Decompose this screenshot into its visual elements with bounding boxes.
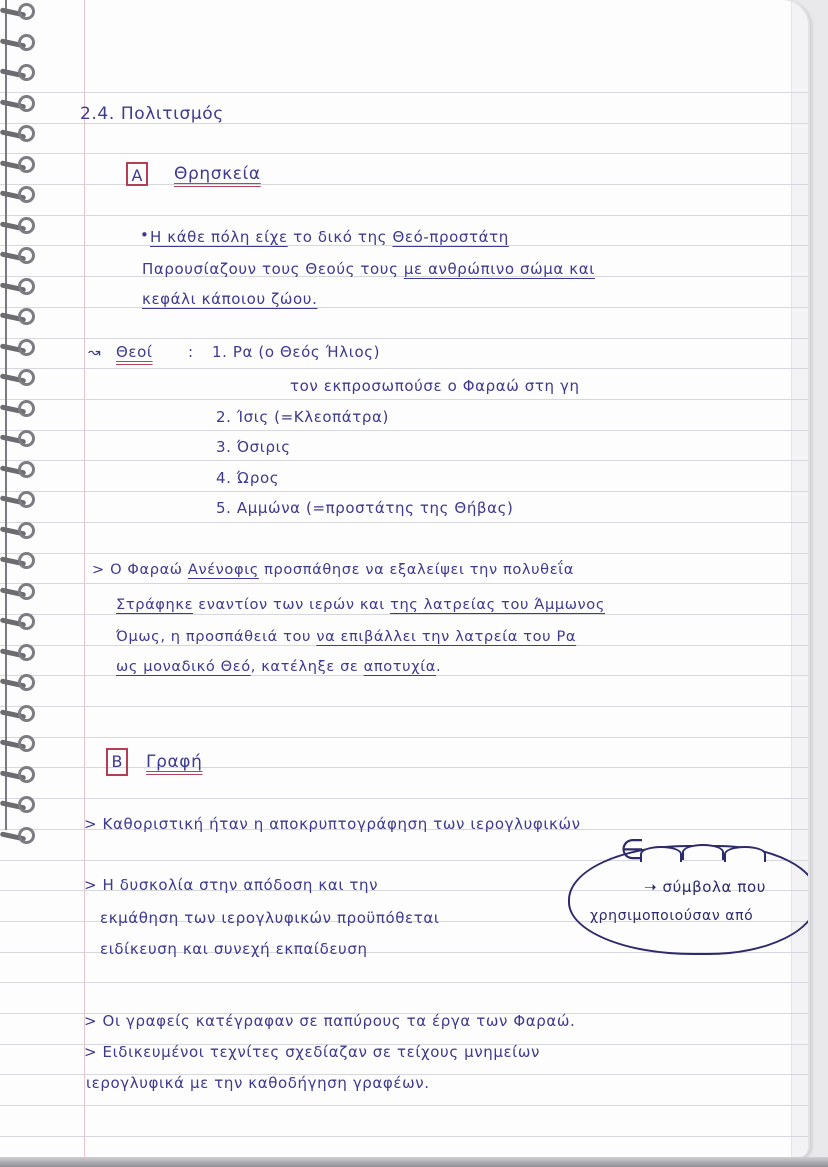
underlined-text: Ανένοφις bbox=[187, 561, 259, 578]
spiral-ring bbox=[0, 399, 38, 421]
spiral-ring bbox=[0, 338, 38, 360]
text-fragment: > bbox=[92, 561, 111, 578]
section-a-line-1 bbox=[150, 228, 509, 246]
ruled-line bbox=[0, 460, 808, 461]
section-number: 2.4. bbox=[80, 104, 115, 124]
ruled-line bbox=[0, 307, 808, 308]
spiral-ring bbox=[0, 551, 38, 573]
god-item-1-note: τον εκπροσωπούσε ο Φαραώ στη γη bbox=[290, 377, 580, 395]
underlined-text: Στράφηκε bbox=[116, 596, 194, 613]
underlined-text: Θεό-προστάτη bbox=[392, 228, 509, 246]
final-point-2-cont: ιερογλυφικά με την καθοδήγηση γραφέων. bbox=[86, 1074, 430, 1092]
ruled-line bbox=[0, 1105, 808, 1106]
spiral-ring bbox=[0, 795, 38, 817]
pharaoh-line-3 bbox=[116, 628, 576, 645]
spiral-ring bbox=[0, 185, 38, 207]
gods-label: Θεοί bbox=[116, 343, 153, 361]
ruled-line bbox=[0, 737, 808, 738]
section-b-box: B bbox=[106, 748, 128, 776]
ruled-line bbox=[0, 430, 808, 431]
ruled-line bbox=[0, 675, 808, 676]
ruled-line bbox=[0, 215, 808, 216]
ruled-line bbox=[0, 553, 808, 554]
pharaoh-line-4 bbox=[116, 658, 441, 675]
ruled-line bbox=[0, 184, 808, 185]
text-fragment: Ο Φαραώ bbox=[110, 561, 188, 578]
spiral-ring bbox=[0, 216, 38, 238]
cloud-note-line-1: ➝ σύμβολα που bbox=[644, 878, 767, 896]
writing-point-2-cont-2: ειδίκευση και συνεχή εκπαίδευση bbox=[100, 940, 368, 958]
spiral-ring bbox=[0, 33, 38, 55]
spiral-ring bbox=[0, 460, 38, 482]
spiral-ring bbox=[0, 2, 38, 24]
spiral-binding bbox=[0, 0, 44, 1158]
ruled-line bbox=[0, 982, 808, 983]
cloud-bump bbox=[640, 846, 682, 862]
god-item-3: 3. Όσιρις bbox=[216, 438, 291, 456]
ruled-line bbox=[0, 798, 808, 799]
section-heading bbox=[80, 104, 224, 124]
section-a-line-2 bbox=[142, 260, 595, 278]
god-item-1: 1. Ρα (ο Θεός Ήλιος) bbox=[212, 343, 381, 361]
spiral-ring bbox=[0, 582, 38, 604]
ruled-line bbox=[0, 614, 808, 615]
ruled-line bbox=[0, 399, 808, 400]
ruled-line bbox=[0, 491, 808, 492]
spiral-ring bbox=[0, 826, 38, 848]
spiral-ring bbox=[0, 429, 38, 451]
ruled-line bbox=[0, 368, 808, 369]
underlined-text: της λατρείας του Άμμωνος bbox=[390, 596, 605, 613]
spiral-ring bbox=[0, 612, 38, 634]
page-edge bbox=[791, 0, 808, 1158]
bullet-icon: • bbox=[140, 226, 150, 244]
text-fragment: Όμως, η προσπάθειά του bbox=[116, 628, 317, 645]
ruled-line bbox=[0, 583, 808, 584]
curly-arrow-icon: ∈ bbox=[620, 833, 645, 866]
spiral-ring bbox=[0, 765, 38, 787]
spiral-ring bbox=[0, 704, 38, 726]
ruled-line bbox=[0, 522, 808, 523]
underlined-text: με ανθρώπινο σώμα και bbox=[403, 260, 595, 278]
cloud-note-text-1: σύμβολα που bbox=[662, 878, 767, 896]
final-point-1: > Οι γραφείς κατέγραφαν σε παπύρους τα έργα των Φαραώ. bbox=[84, 1012, 576, 1030]
margin-line bbox=[84, 0, 85, 1158]
spiral-ring bbox=[0, 307, 38, 329]
spiral-ring bbox=[0, 490, 38, 512]
pharaoh-line-2 bbox=[116, 596, 605, 613]
underlined-text: αποτυχία bbox=[363, 658, 437, 675]
god-item-5: 5. Αμμώνα (=προστάτης της Θήβας) bbox=[216, 499, 514, 517]
section-a-title: Θρησκεία bbox=[174, 164, 261, 184]
ruled-line bbox=[0, 645, 808, 646]
section-a-box: A bbox=[126, 162, 148, 186]
spiral-ring bbox=[0, 63, 38, 85]
text-fragment: , κατέληξε σε bbox=[250, 658, 364, 675]
god-item-4: 4. Ώρος bbox=[216, 469, 280, 487]
underlined-text: ως μοναδικό Θεό bbox=[116, 658, 251, 675]
underlined-text: κεφάλι κάποιου ζώου. bbox=[142, 290, 318, 308]
god-item-2: 2. Ίσις (=Κλεοπάτρα) bbox=[216, 408, 389, 426]
spiral-ring bbox=[0, 368, 38, 390]
final-point-2: > Ειδικευμένοι τεχνίτες σχεδίαζαν σε τείχους μνημείων bbox=[84, 1043, 540, 1061]
arrow-icon: ↝ bbox=[88, 343, 102, 361]
spiral-ring bbox=[0, 673, 38, 695]
underlined-text: Η κάθε πόλη είχε bbox=[150, 228, 288, 246]
spiral-ring bbox=[0, 734, 38, 756]
writing-point-2: > Η δυσκολία στην απόδοση και την bbox=[84, 876, 379, 894]
spiral-ring bbox=[0, 155, 38, 177]
spiral-ring bbox=[0, 246, 38, 268]
ruled-line bbox=[0, 338, 808, 339]
cloud-bump bbox=[682, 844, 724, 860]
ruled-line bbox=[0, 706, 808, 707]
writing-point-1: > Καθοριστική ήταν η αποκρυπτογράφηση των ιερογλυφικών bbox=[84, 815, 581, 833]
ruled-line bbox=[0, 153, 808, 154]
spiral-ring bbox=[0, 277, 38, 299]
underlined-text: να επιβάλλει την λατρεία του Ρα bbox=[316, 628, 577, 645]
writing-point-2-cont-1: εκμάθηση των ιερογλυφικών προϋπόθεται bbox=[100, 909, 440, 927]
pharaoh-line-1 bbox=[92, 561, 574, 578]
section-b-title: Γραφή bbox=[146, 752, 203, 772]
section-a-line-3 bbox=[142, 290, 317, 308]
text-fragment: εναντίον των ιερών και bbox=[193, 596, 391, 613]
section-title: Πολιτισμός bbox=[120, 104, 224, 124]
spiral-ring bbox=[0, 94, 38, 116]
spiral-ring bbox=[0, 521, 38, 543]
gods-colon: : bbox=[188, 343, 194, 361]
spiral-ring bbox=[0, 124, 38, 146]
text-fragment: Παρουσίαζουν τους Θεούς τους bbox=[142, 260, 404, 278]
ruled-line bbox=[0, 92, 808, 93]
ruled-line bbox=[0, 1136, 808, 1137]
cloud-note-line-2: χρησιμοποιούσαν από bbox=[590, 908, 754, 924]
page-bottom-shadow bbox=[0, 1157, 828, 1167]
text-fragment: . bbox=[436, 658, 442, 675]
cloud-bump bbox=[724, 846, 766, 862]
text-fragment: προσπάθησε να εξαλείψει την πολυθεΐα bbox=[258, 561, 574, 578]
spiral-ring bbox=[0, 643, 38, 665]
text-fragment: το δικό της bbox=[287, 228, 393, 246]
note-cloud bbox=[568, 845, 808, 955]
